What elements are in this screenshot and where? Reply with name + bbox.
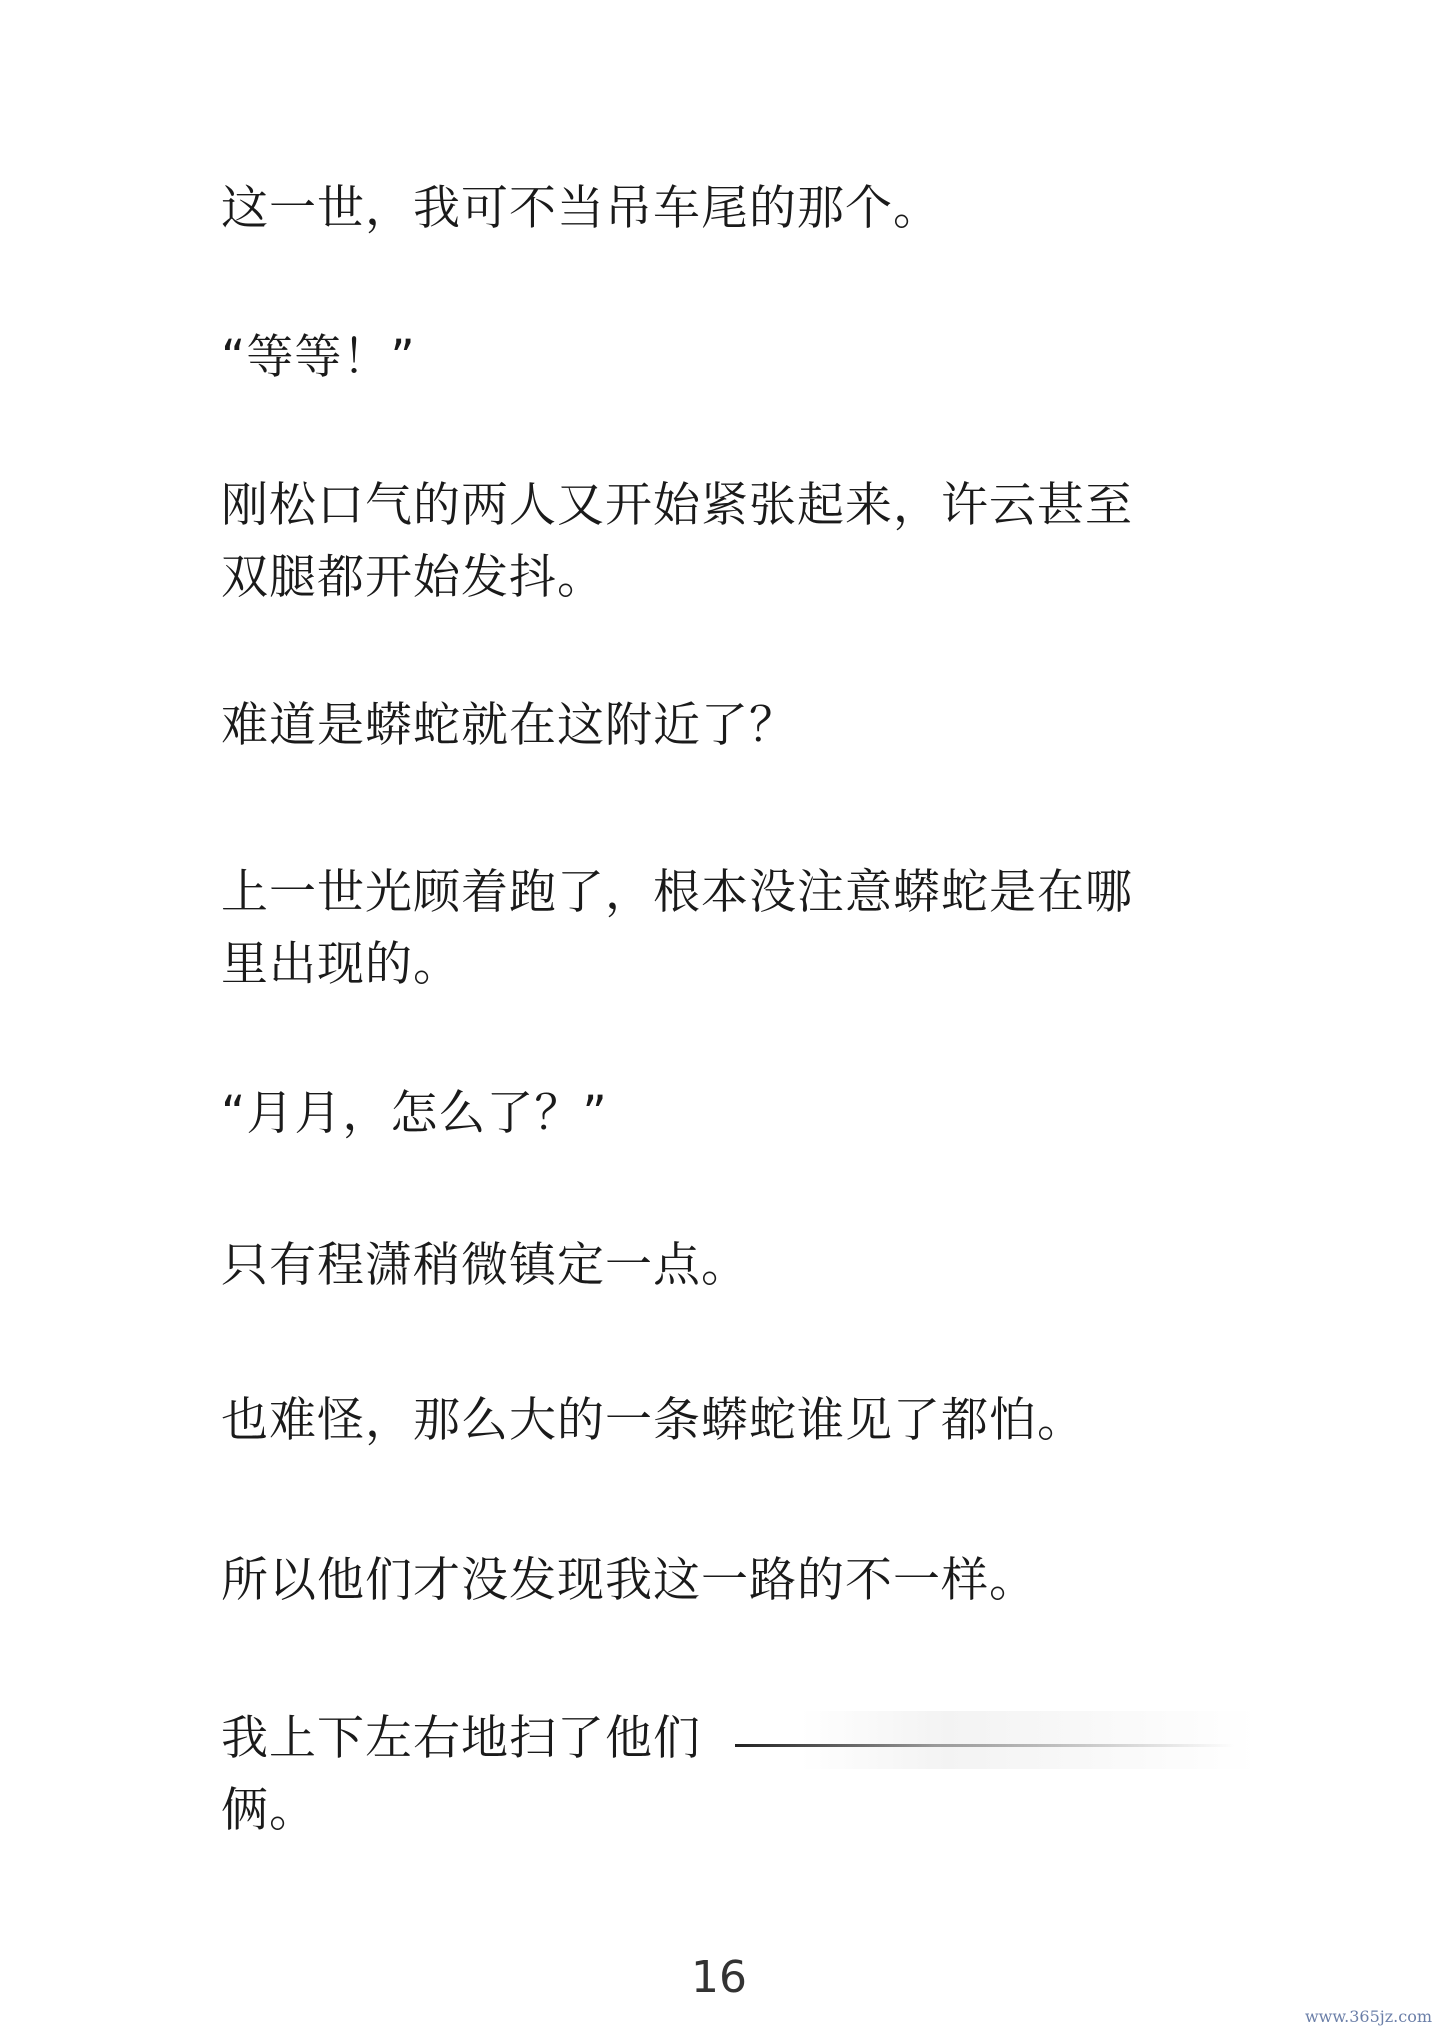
text-line: “等等！”: [221, 330, 416, 385]
text-line: 俩。: [221, 1783, 317, 1838]
text-line: 所以他们才没发现我这一路的不一样。: [221, 1553, 1037, 1608]
text-line: 刚松口气的两人又开始紧张起来，许云甚至: [221, 478, 1133, 533]
watermark-text: www.365jz.com: [1304, 2007, 1432, 2026]
paragraph-8: [221, 1385, 1231, 1457]
text-line: 这一世，我可不当吊车尾的那个。: [221, 181, 941, 236]
paragraph-7: [221, 1230, 1231, 1302]
paragraph-6: [221, 1078, 1231, 1150]
text-line: 上一世光顾着跑了，根本没注意蟒蛇是在哪: [221, 865, 1133, 920]
text-line: 我上下左右地扫了他们: [221, 1711, 701, 1766]
redaction-fade: [738, 1711, 1258, 1769]
text-line: 也难怪，那么大的一条蟒蛇谁见了都怕。: [221, 1393, 1085, 1448]
paragraph-4: [221, 690, 1231, 762]
page-number: 16: [691, 1952, 747, 2003]
redaction-fade-edge: [735, 1744, 1235, 1747]
text-line: 双腿都开始发抖。: [221, 550, 605, 605]
paragraph-1: [221, 173, 1231, 245]
text-line: 难道是蟒蛇就在这附近了？: [221, 698, 797, 753]
paragraph-5: [221, 857, 1231, 1001]
text-line: 里出现的。: [221, 937, 461, 992]
paragraph-3: [221, 470, 1231, 614]
paragraph-2: [221, 322, 1231, 394]
text-line: “月月，怎么了？”: [221, 1086, 608, 1141]
text-line: 只有程潇稍微镇定一点。: [221, 1238, 749, 1293]
paragraph-9: [221, 1545, 1231, 1617]
